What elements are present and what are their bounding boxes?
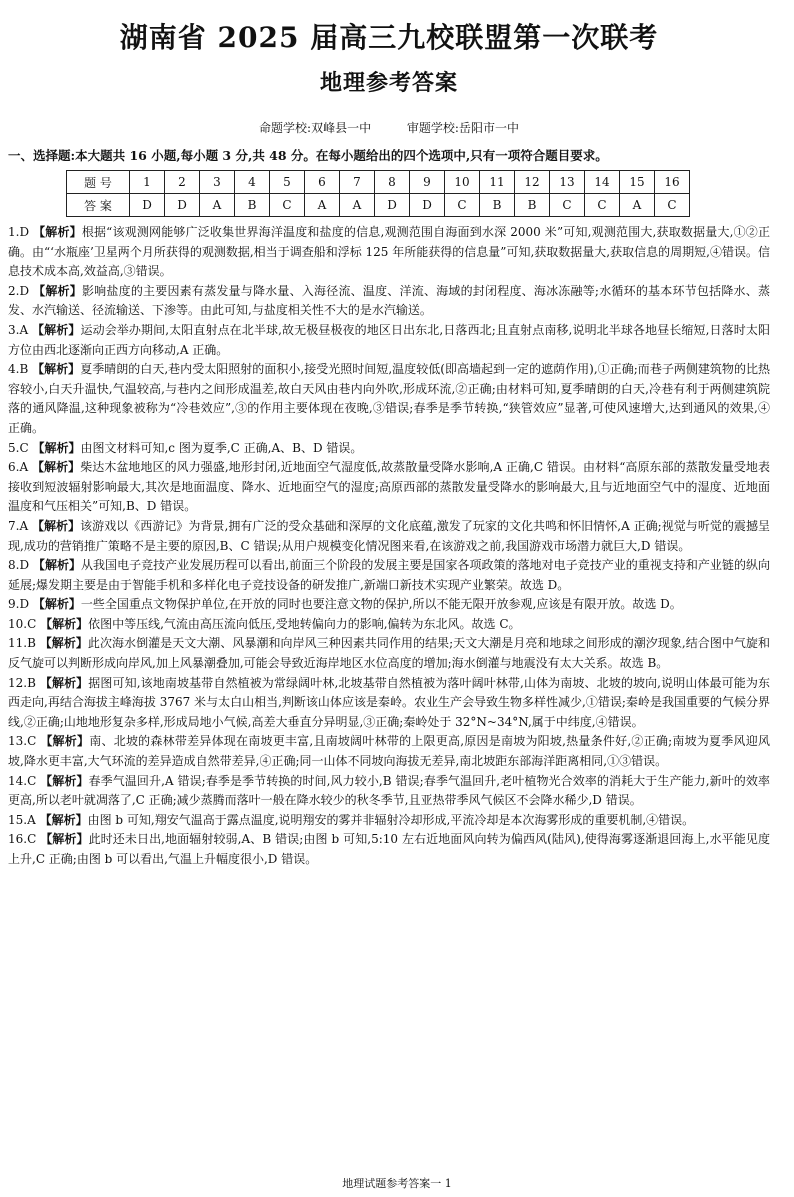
analysis-tag: 【解析】 <box>40 616 89 631</box>
question-number-cell: 6 <box>305 171 340 194</box>
item-number: 7.A <box>8 518 29 533</box>
explanation-item <box>8 732 770 771</box>
answer-cell: D <box>410 194 445 217</box>
explanation-item <box>8 830 770 869</box>
answer-cell: C <box>445 194 480 217</box>
item-number: 12.B <box>8 675 36 690</box>
question-number-cell: 5 <box>270 171 305 194</box>
answer-row-label: 答 案 <box>67 194 130 217</box>
answer-cell: B <box>515 194 550 217</box>
question-number-cell: 15 <box>620 171 655 194</box>
section-title: 一、选择题:本大题共 16 小题,每小题 3 分,共 48 分。在每小题给出的四个选项中,只有一项符合题目要求。 <box>8 148 608 163</box>
item-number: 2.D <box>8 283 30 298</box>
explanation-item <box>8 595 770 615</box>
item-text: 柴达木盆地地区的风力强盛,地形封闭,近地面空气湿度低,故蒸散量受降水影响,A 正确,C 错误。由材料“高原东部的蒸散发量受地表接收到短波辐射影响最大,其次是地面温度、降水、近地面空气的湿度;高原西部的蒸散发量受降水的影响最大,且与近地面空气中的湿度、近地面温度和气压相关”可知,B、D 错误。 <box>8 460 770 514</box>
explanation-item <box>8 517 770 556</box>
propose-school: 命题学校:双峰县一中 <box>259 121 372 135</box>
analysis-tag: 【解析】 <box>32 597 81 612</box>
question-number-cell: 8 <box>375 171 410 194</box>
review-school: 审题学校:岳阳市一中 <box>406 121 519 135</box>
item-number: 14.C <box>8 773 37 788</box>
item-text: 一些全国重点文物保护单位,在开放的同时也要注意文物的保护,所以不能无限开放参观,应该是有限开放。故选 D。 <box>80 597 682 612</box>
item-number: 15.A <box>8 812 36 827</box>
answer-cell: B <box>235 194 270 217</box>
page-subtitle: 地理参考答案 <box>319 70 458 96</box>
item-text: 该游戏以《西游记》为背景,拥有广泛的受众基础和深厚的文化底蕴,激发了玩家的文化共鸣和怀旧情怀,A 正确;视觉与听觉的震撼呈现,成功的营销推广策略不是主要的原因,B、C 错误;从用户规模变化情况图来看,在该游戏之前,我国游戏市场潜力就巨大,D 错误。 <box>8 518 770 553</box>
analysis-tag: 【解析】 <box>40 832 89 847</box>
explanation-item <box>8 615 770 635</box>
item-text: 由图文材料可知,c 图为夏季,C 正确,A、B、D 错误。 <box>80 440 363 455</box>
explanation-item <box>8 360 770 438</box>
item-number: 8.D <box>8 558 30 573</box>
question-number-cell: 1 <box>130 171 165 194</box>
analysis-tag: 【解析】 <box>33 225 82 239</box>
answer-cell: D <box>375 194 410 217</box>
question-number-cell: 13 <box>550 171 585 194</box>
analysis-tag: 【解析】 <box>40 773 89 788</box>
answer-cell: D <box>165 194 200 217</box>
question-number-cell: 16 <box>655 171 690 194</box>
answer-cell: C <box>585 194 620 217</box>
analysis-tag: 【解析】 <box>39 636 88 651</box>
item-text: 依图中等压线,气流由高压流向低压,受地转偏向力的影响,偏转为东北风。故选 C。 <box>88 616 521 631</box>
item-text: 春季气温回升,A 错误;春季是季节转换的时间,风力较小,B 错误;春季气温回升,老叶植物光合效率的消耗大于生产能力,新叶的效率更高,所以老叶就凋落了,C 正确;减少蒸腾而落叶一般在降水较少的秋冬季节,且亚热带季风气候区不会降水稀少,D 错误。 <box>8 773 770 808</box>
item-text: 夏季晴朗的白天,巷内受太阳照射的面积小,接受光照时间短,温度较低(即高墙起到一定的遮荫作用),①正确;而巷子两侧建筑物的比热容较小,白天升温快,气温较高,与巷内之间形成温差,故白天风由巷内向外吹,形成环流,②正确;由材料可知,夏季晴朗的白天,冷巷有利于两侧建筑院落的通风降温,这种现象被称为“冷巷效应”,③的作用主要体现在夜晚,③错误;春季是季节转换,“狭管效应”显著,可使风速增大,达到通风的效果,④正确。 <box>8 362 770 435</box>
question-number-cell: 4 <box>235 171 270 194</box>
question-number-cell: 11 <box>480 171 515 194</box>
answer-cell: B <box>480 194 515 217</box>
analysis-tag: 【解析】 <box>39 812 88 827</box>
answer-cell: D <box>130 194 165 217</box>
analysis-tag: 【解析】 <box>31 518 81 533</box>
analysis-tag: 【解析】 <box>40 734 90 749</box>
answer-cell: C <box>655 194 690 217</box>
item-text: 影响盐度的主要因素有蒸发量与降水量、入海径流、温度、洋流、海域的封闭程度、海冰冻融等;水循环的基本环节包括降水、蒸发、水汽输送、径流输送、下渗等。由此可知,与盐度相关性不大的是水汽输送。 <box>8 283 770 318</box>
school-info <box>8 119 770 136</box>
explanation-item <box>8 634 770 673</box>
answer-table-answer-row <box>67 194 690 217</box>
explanation-item <box>8 282 770 321</box>
explanation-item <box>8 556 770 595</box>
explanation-item <box>8 321 770 360</box>
explanation-list <box>8 223 770 870</box>
item-text: 从我国电子竞技产业发展历程可以看出,前面三个阶段的发展主要是国家各项政策的落地对电子竞技产业的重视支持和产业链的纵向延展;爆发期主要是由于智能手机和多样化电子竞技设备的研发推广,新端口新技术实现产业繁荣。故选 D。 <box>8 558 770 592</box>
number-row-label: 题 号 <box>67 171 130 194</box>
question-number-cell: 12 <box>515 171 550 194</box>
analysis-tag: 【解析】 <box>32 558 82 573</box>
explanation-item <box>8 458 770 517</box>
explanation-item <box>8 772 770 811</box>
item-number: 16.C <box>8 832 37 847</box>
answer-cell: A <box>620 194 655 217</box>
analysis-tag: 【解析】 <box>32 460 81 475</box>
analysis-tag: 【解析】 <box>33 283 82 298</box>
explanation-item <box>8 674 770 733</box>
analysis-tag: 【解析】 <box>32 440 81 455</box>
question-number-cell: 9 <box>410 171 445 194</box>
explanation-item <box>8 223 770 282</box>
question-number-cell: 7 <box>340 171 375 194</box>
item-number: 3.A <box>8 322 29 337</box>
item-number: 10.C <box>8 616 37 631</box>
analysis-tag: 【解析】 <box>32 362 81 377</box>
explanation-item <box>8 439 770 459</box>
question-number-cell: 3 <box>200 171 235 194</box>
item-text: 南、北坡的森林带差异体现在南坡更丰富,且南坡阔叶林带的上限更高,原因是南坡为阳坡,热量条件好,②正确;南坡为夏季风迎风坡,降水更丰富,大气环流的差异造成自然带差异,④正确;同一山体不同坡向海拔无差异,南北坡距东部海洋距离相同,①③错误。 <box>8 734 770 769</box>
item-text: 此时还未日出,地面辐射较弱,A、B 错误;由图 b 可知,5:10 左右近地面风向转为偏西风(陆风),使得海雾逐渐退回海上,水平能见度上升,C 正确;由图 b 可以看出,气温上升幅度很小,D 错误。 <box>8 832 770 866</box>
answer-cell: A <box>200 194 235 217</box>
question-number-cell: 10 <box>445 171 480 194</box>
answer-cell: A <box>305 194 340 217</box>
answer-table <box>66 170 690 217</box>
answer-table-number-row <box>67 171 690 194</box>
item-number: 9.D <box>8 597 30 612</box>
item-number: 4.B <box>8 362 29 377</box>
answer-cell: C <box>270 194 305 217</box>
item-text: 运动会举办期间,太阳直射点在北半球,故无极昼极夜的地区日出东北,日落西北;且直射点南移,说明北半球各地昼长缩短,日落时太阳方位由西北逐渐向正西方向移动,A 正确。 <box>8 322 770 357</box>
question-number-cell: 2 <box>165 171 200 194</box>
answer-cell: C <box>550 194 585 217</box>
item-number: 13.C <box>8 734 37 749</box>
question-number-cell: 14 <box>585 171 620 194</box>
explanation-item <box>8 811 770 831</box>
item-text: 据图可知,该地南坡基带自然植被为常绿阔叶林,北坡基带自然植被为落叶阔叶林带,山体为南坡、北坡的坡向,说明山体最可能为东西走向,再结合海拔主峰海拔 3767 米与太白山相当,判断该山体应该是秦岭。农业生产会导致生物多样性减少,①错误;秦岭是我国重要的气候分界线,②正确;山地地形复杂多样,形成局地小气候,高差大垂直分异明显,③正确;秦岭处于 32°N~34°N,属于中纬度,④错误。 <box>8 675 770 729</box>
item-number: 5.C <box>8 440 29 455</box>
answer-cell: A <box>340 194 375 217</box>
page-title: 湖南省 2025 届高三九校联盟第一次联考 <box>119 21 659 54</box>
item-number: 1.D <box>8 225 30 239</box>
item-text: 根据“该观测网能够广泛收集世界海洋温度和盐度的信息,观测范围自海面到水深 2000 米”可知,观测范围大,获取数据量大,①②正确。由“‘水瓶座’卫星两个月所获得的观测数据,相当于调查船和浮标 125 年所能获得的信息量”可知,获取数据量大,获取信息的周期短,④错误。信息技术成本高,效益高,③错误。 <box>8 225 770 279</box>
item-text: 由图 b 可知,翔安气温高于露点温度,说明翔安的雾并非辐射冷却形成,平流冷却是本次海雾形成的重要机制,④错误。 <box>87 812 695 827</box>
item-number: 6.A <box>8 460 29 475</box>
analysis-tag: 【解析】 <box>39 675 89 690</box>
analysis-tag: 【解析】 <box>32 322 81 337</box>
item-number: 11.B <box>8 636 36 651</box>
item-text: 此次海水倒灌是天文大潮、风暴潮和向岸风三种因素共同作用的结果;天文大潮是月亮和地球之间形成的潮汐现象,结合图中气旋和反气旋可以判断形成向岸风,加上风暴潮叠加,可能会导致近海岸地区水位高度的增加;海水倒灌与地震没有太大关系。故选 B。 <box>8 636 770 671</box>
page-footer: 地理试题参考答案一 1 <box>342 1177 452 1190</box>
